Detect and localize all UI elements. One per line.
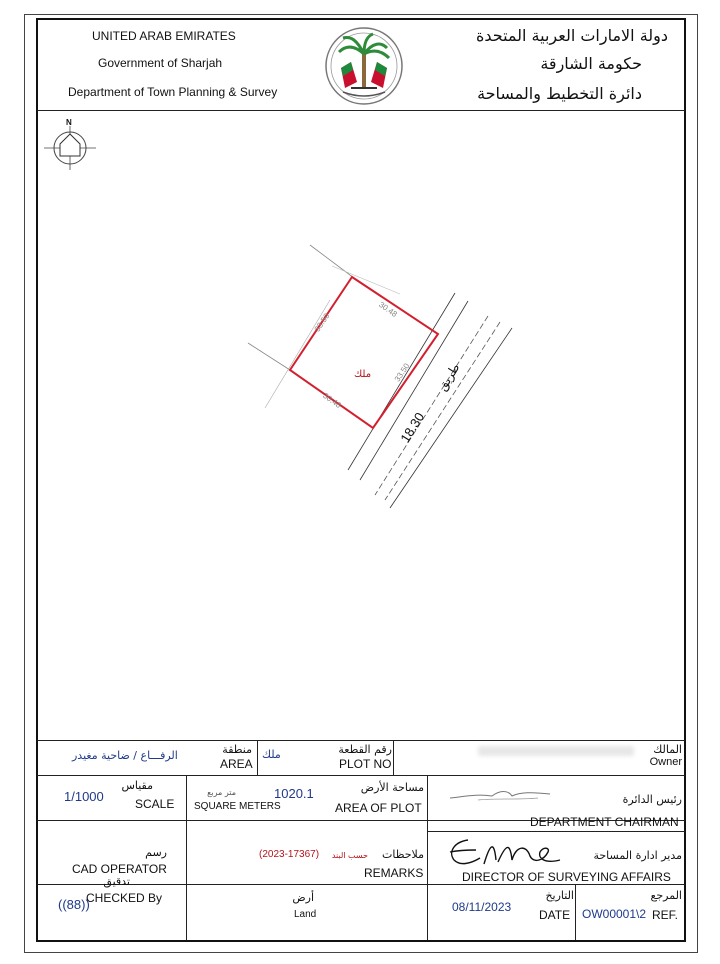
vline-5 xyxy=(575,884,576,940)
vline-4 xyxy=(427,775,428,940)
area-of-plot-value: 1020.1 xyxy=(274,786,314,801)
cad-en: CAD OPERATOR xyxy=(72,862,167,876)
checked-ar: تدقيق xyxy=(103,875,130,888)
ref-ar: المرجع xyxy=(650,889,682,902)
area-of-plot-en: AREA OF PLOT xyxy=(335,801,422,815)
vline-3 xyxy=(186,775,187,940)
plot-no-value: ملك xyxy=(262,748,281,761)
road-width: 18.30 xyxy=(397,409,428,446)
cad-ar: رسم xyxy=(145,846,167,859)
checked-value: ((88)) xyxy=(58,897,90,912)
land-ar: أرض xyxy=(292,891,314,904)
row1-line xyxy=(37,775,685,776)
plot-label: ملك xyxy=(354,369,372,380)
ref-en: REF. xyxy=(652,908,679,922)
director-ar: مدير ادارة المساحة xyxy=(593,849,682,862)
dept-chairman-en: DEPARTMENT CHAIRMAN xyxy=(530,815,679,829)
scale-en: SCALE xyxy=(135,797,175,811)
area-label-ar: منطقة xyxy=(222,743,252,756)
table-top-line xyxy=(37,740,685,741)
owner-name-redacted xyxy=(478,746,634,756)
date-ar: التاريخ xyxy=(545,889,574,902)
plot-no-label-ar: رقم القطعة xyxy=(338,743,392,756)
vline-1 xyxy=(257,740,258,775)
area-label-en: AREA xyxy=(220,757,253,771)
sqm-en: SQUARE METERS xyxy=(194,801,281,812)
checked-en: CHECKED By xyxy=(86,891,163,905)
country-ar: دولة الامارات العربية المتحدة xyxy=(475,26,668,45)
date-en: DATE xyxy=(539,908,571,922)
government-ar: حكومة الشارقة xyxy=(540,54,642,73)
owner-label-ar: المالك xyxy=(653,743,682,756)
sqm-ar: متر مربع xyxy=(207,788,236,797)
dim-west: 33.50 xyxy=(312,311,332,334)
remarks-en: REMARKS xyxy=(364,866,424,880)
dim-east: 33.50 xyxy=(392,361,412,384)
road-label: طريق xyxy=(435,360,463,394)
remarks-ar: ملاحظات xyxy=(382,848,424,861)
scale-ar: مقياس xyxy=(121,779,153,792)
dim-south: 30.48 xyxy=(321,391,343,410)
ref-value: OW00001\2 xyxy=(582,907,647,921)
department-ar: دائرة التخطيط والمساحة xyxy=(477,84,642,103)
dim-north: 30.48 xyxy=(377,300,399,319)
director-signature-icon xyxy=(440,834,580,870)
plot-no-label-en: PLOT NO xyxy=(339,757,392,771)
area-of-plot-ar: مساحة الأرض xyxy=(360,781,424,794)
row2b-line xyxy=(427,831,685,832)
date-value: 08/11/2023 xyxy=(452,900,512,914)
north-label: N xyxy=(66,118,72,127)
row3-line xyxy=(37,884,685,885)
owner-label-en: Owner xyxy=(649,756,682,768)
chairman-signature-icon xyxy=(448,784,552,804)
government-en: Government of Sharjah xyxy=(98,56,223,70)
remarks-value-ar: حسب البند xyxy=(331,851,368,860)
dept-chairman-ar: رئيس الدائرة xyxy=(622,793,682,806)
land-en: Land xyxy=(294,909,317,920)
area-value: الرفـــاع / ضاحية مغيدر xyxy=(72,749,178,762)
remarks-value: (2023-17367) xyxy=(259,849,320,860)
director-en: DIRECTOR OF SURVEYING AFFAIRS xyxy=(462,870,671,884)
vline-2 xyxy=(393,740,394,775)
scale-value: 1/1000 xyxy=(64,789,104,804)
department-en: Department of Town Planning & Survey xyxy=(68,85,278,99)
country-en: UNITED ARAB EMIRATES xyxy=(92,29,236,43)
